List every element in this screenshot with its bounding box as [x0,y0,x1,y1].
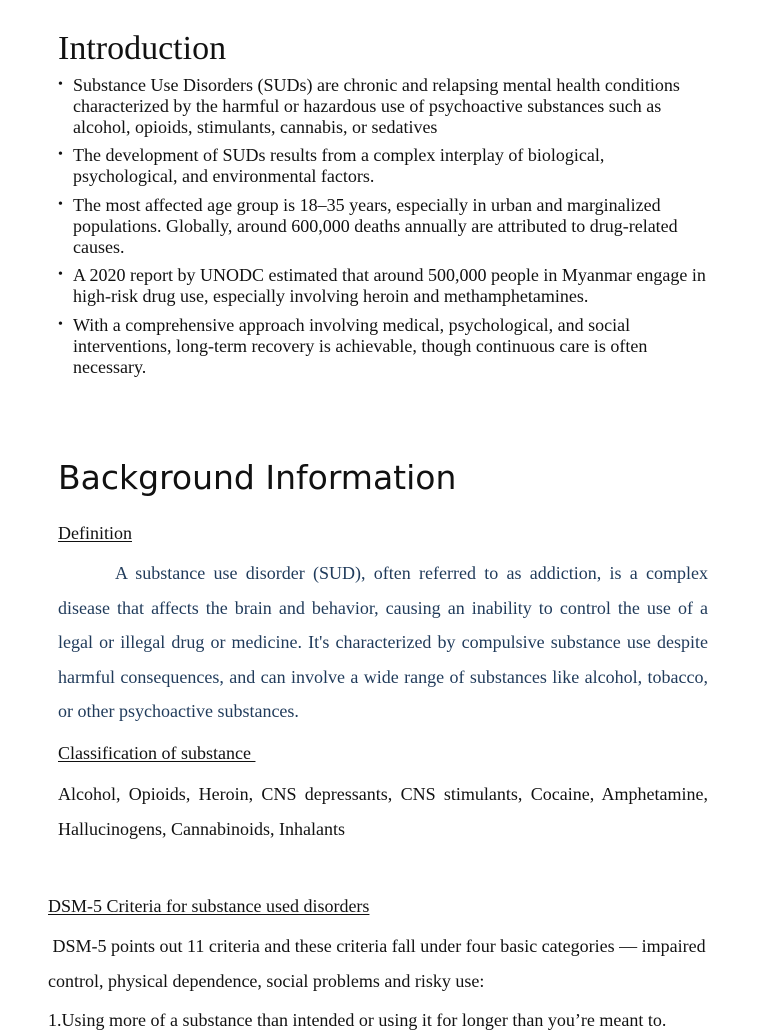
definition-subheading: Definition [58,523,132,543]
list-item [58,265,708,307]
introduction-bullet-list [58,75,708,385]
classification-paragraph: Alcohol, Opioids, Heroin, CNS depressants, CNS stimulants, Cocaine, Amphetamine, Hallucinogens, Cannabinoids, Inhalants [58,784,708,839]
dsm5-intro-paragraph: DSM-5 points out 11 criteria and these criteria fall under four basic categories — impaired control, physical dependence, social problems and risky use: [48,936,711,991]
dsm5-subheading: DSM-5 Criteria for substance used disorders [48,896,370,916]
definition-paragraph: A substance use disorder (SUD), often referred to as addiction, is a complex disease that affects the brain and behavior, causing an inability to control the use of a legal or illegal drug or medicine. It's characterized by compulsive substance use despite harmful consequences, and can involve a wide range of substances like alcohol, tobacco, or other psychoactive substances. [58,563,708,722]
bullet-icon: • [58,196,63,212]
list-item [58,145,708,187]
background-heading: Background Information [58,458,457,497]
bullet-text: Substance Use Disorders (SUDs) are chronic and relapsing mental health conditions characterized by the harmful or hazardous use of psychoactive substances such as alcohol, opioids, stimulants, cannabis, or sedatives [73,75,680,137]
list-item [58,195,708,257]
bullet-text: The most affected age group is 18–35 years, especially in urban and marginalized populations. Globally, around 600,000 deaths annually are attributed to drug-related causes. [73,194,678,257]
list-item [58,75,708,137]
bullet-text: The development of SUDs results from a complex interplay of biological, psychological, and environmental factors. [73,145,605,187]
classification-subheading: Classification of substance [58,743,256,763]
dsm5-criteria-item: 1.Using more of a substance than intended or using it for longer than you’re meant to. [48,1010,667,1030]
bullet-icon: • [58,316,63,332]
list-item [58,315,708,377]
bullet-icon: • [58,147,63,163]
introduction-heading: Introduction [58,30,227,67]
bullet-icon: • [58,77,63,92]
bullet-text: With a comprehensive approach involving medical, psychological, and social interventions, long-term recovery is achievable, though continuous care is often necessary. [73,314,648,377]
bullet-text: A 2020 report by UNODC estimated that around 500,000 people in Myanmar engage in high-risk drug use, especially involving heroin and methamphetamines. [73,265,706,307]
bullet-icon: • [58,267,63,283]
